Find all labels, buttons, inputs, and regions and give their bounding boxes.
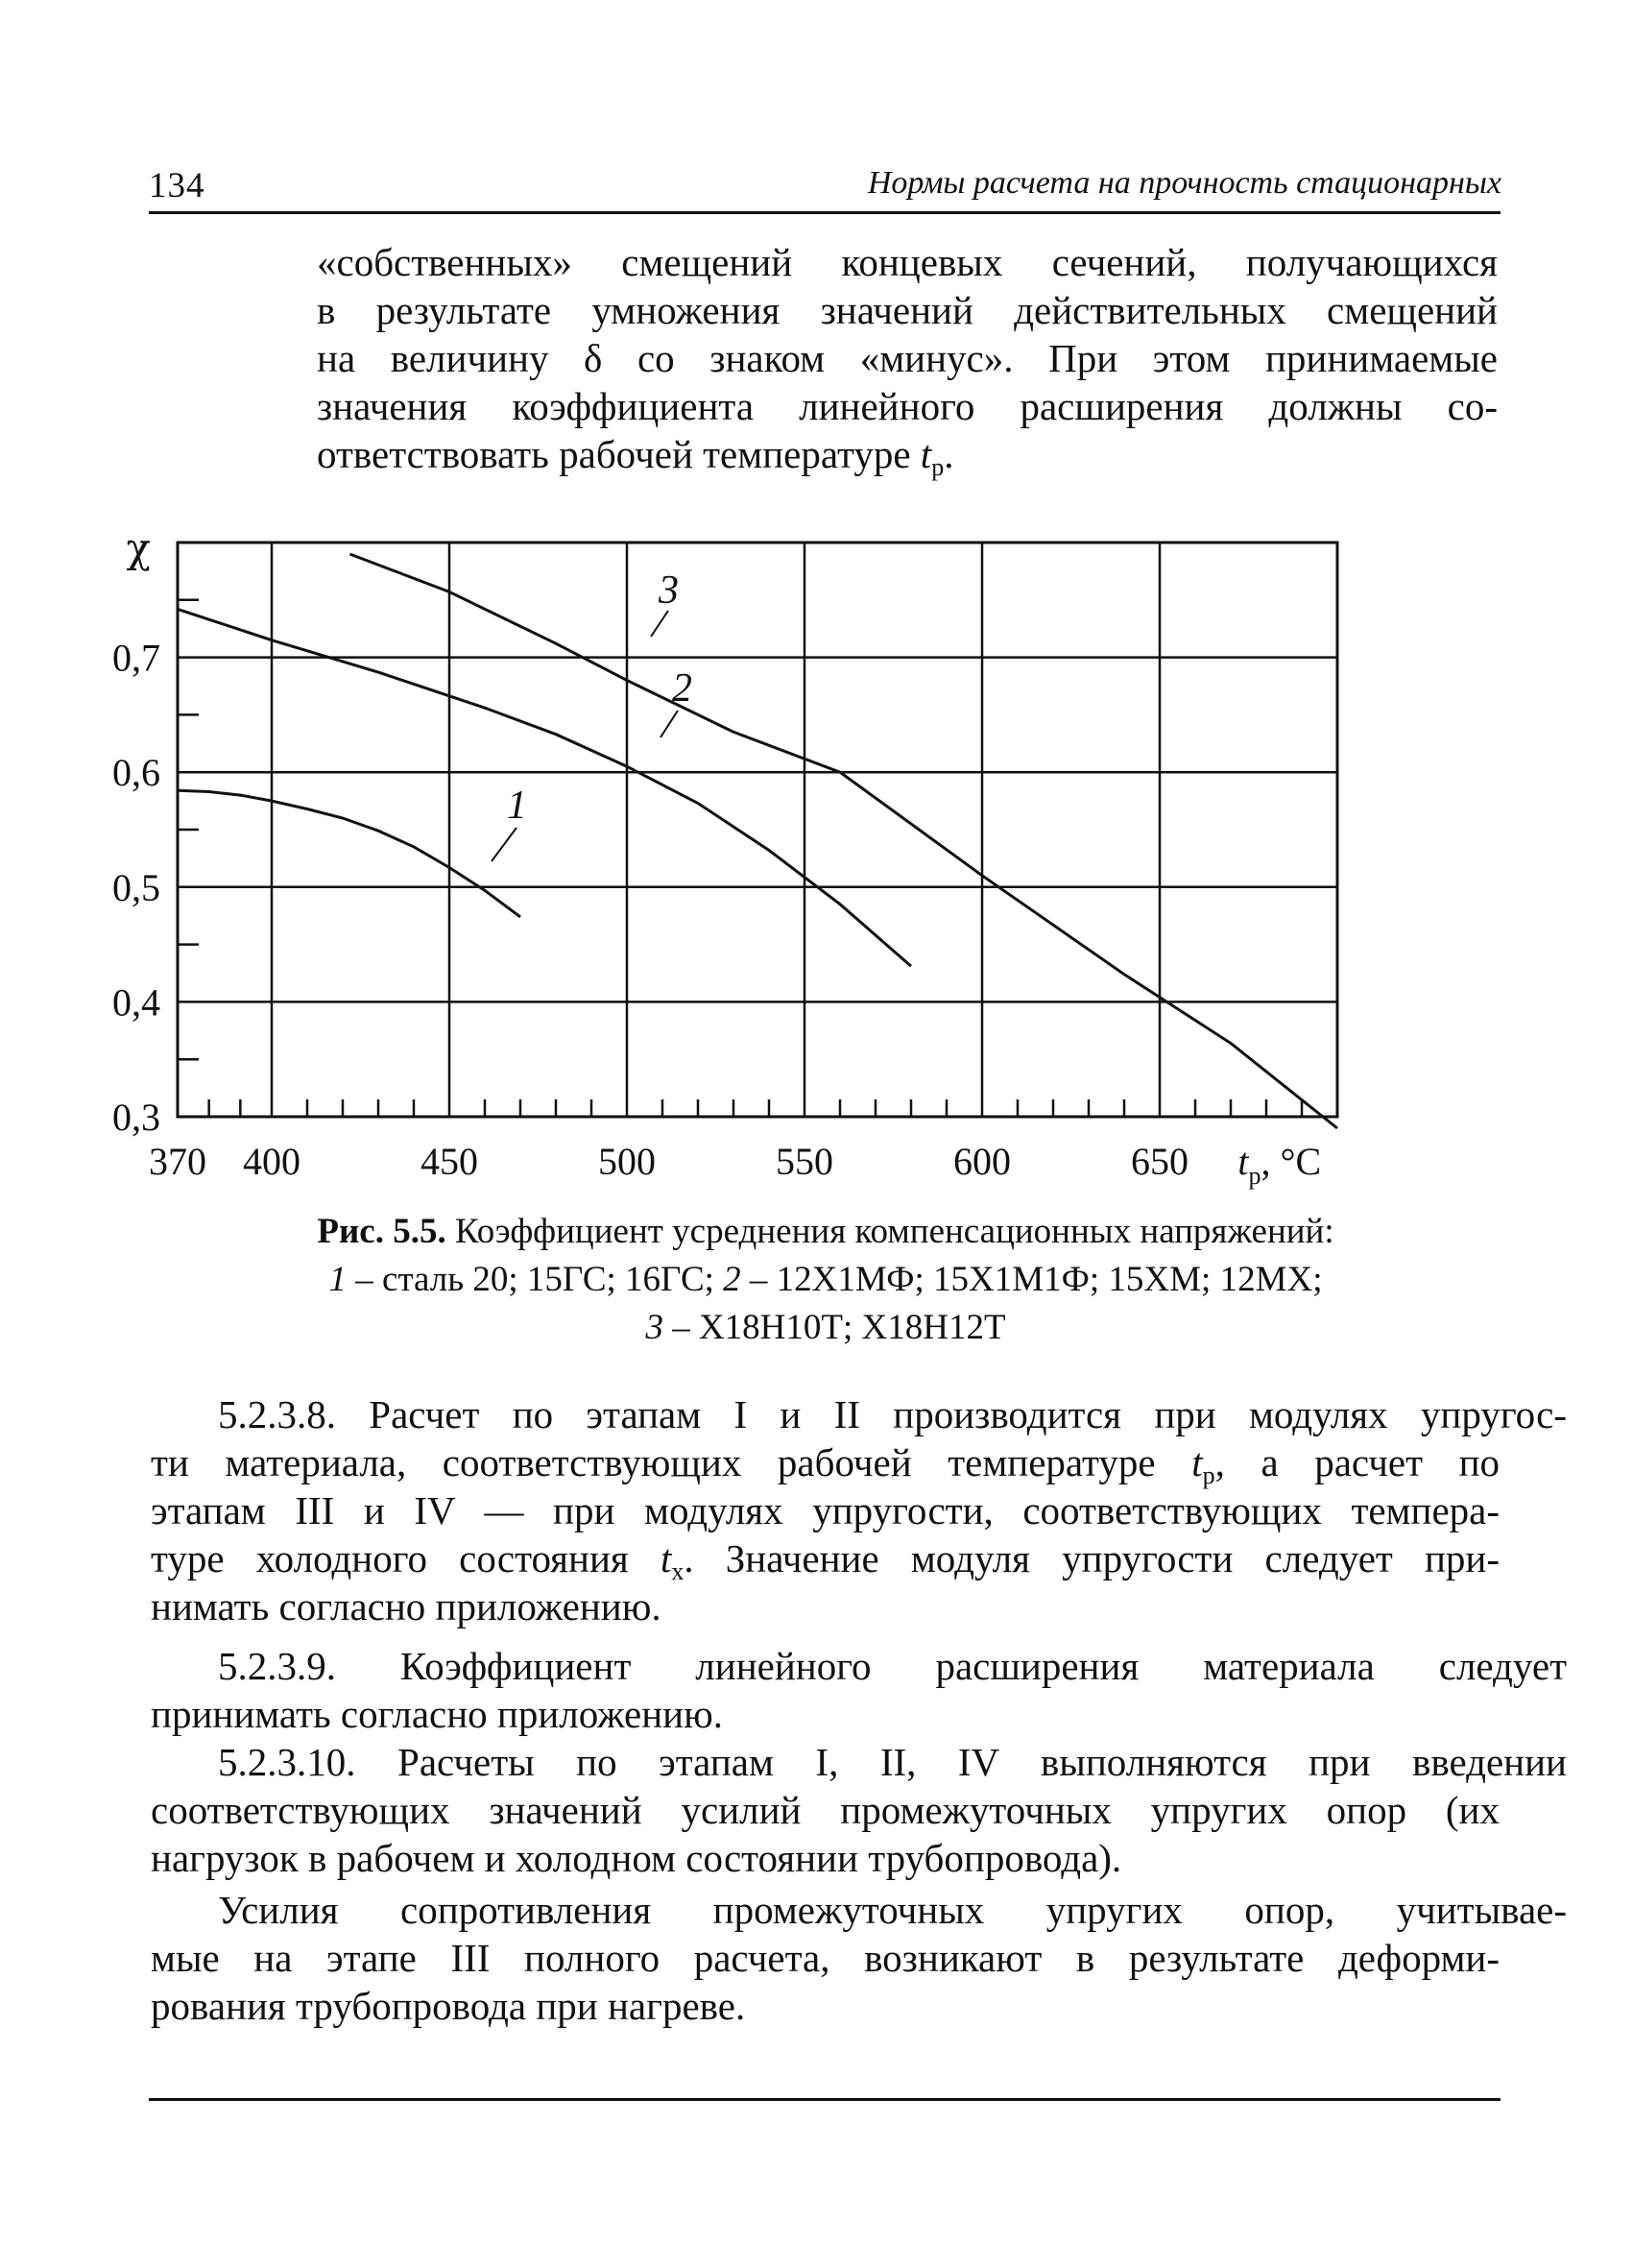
y-tick-label: 0,4 (112, 980, 160, 1025)
paragraph-5-2-3-10-body (151, 1786, 1500, 1882)
paragraph-5-2-3-8-body (151, 1438, 1500, 1630)
text-fragment: ти материала, соответствующих рабочей температуре (151, 1440, 1156, 1484)
grid (178, 543, 1337, 1117)
caption-number: 2 (723, 1260, 741, 1299)
page-number: 134 (149, 166, 205, 205)
text-line: нимать согласно приложению. (151, 1584, 661, 1629)
symbol-t: t (660, 1536, 672, 1580)
paragraph-5-2-3-8 (151, 1390, 1567, 1438)
series-label: 3 (659, 568, 679, 613)
caption-number: 3 (645, 1308, 663, 1347)
series-label-leader (660, 711, 678, 737)
x-tick-label: 500 (598, 1140, 656, 1183)
text-line: принимать согласно приложению. (151, 1692, 723, 1736)
figure-caption (149, 1208, 1502, 1352)
running-title: Нормы расчета на прочность стационарных (867, 165, 1501, 201)
axis-labels (112, 524, 1321, 1190)
text-fragment: . Значение модуля упругости следует при- (684, 1536, 1501, 1580)
series-curve-3 (349, 554, 1337, 1128)
text-line: в результате умножения значений действительных смещений (317, 288, 1498, 332)
footer-rule (149, 2098, 1501, 2101)
text-fragment: , а расчет по (1214, 1440, 1501, 1484)
y-tick-label: 0,3 (112, 1096, 160, 1139)
x-tick-label: 650 (1131, 1140, 1189, 1183)
y-tick-label: 0,7 (112, 636, 160, 680)
paragraph-5-2-3-9 (151, 1642, 1567, 1690)
subscript-x: х (671, 1557, 684, 1585)
x-tick-label: 400 (243, 1140, 300, 1183)
caption-line-2 (149, 1256, 1502, 1304)
symbol-t: t (920, 432, 932, 476)
text-line (151, 1534, 1501, 1585)
text-line: рования трубопровода при нагреве. (151, 1984, 746, 2028)
caption-number: 1 (328, 1260, 348, 1299)
caption-text: – 12Х1МФ; 15Х1М1Ф; 15ХМ; 12МХ; (740, 1260, 1323, 1299)
text-line: на величину δ со знаком «минус». При этом принимаемые (317, 336, 1498, 380)
series-curve-2 (178, 609, 911, 966)
text-line: 5.2.3.8. Расчет по этапам I и II производится при модулях упругос- (218, 1392, 1567, 1436)
text-line: нагрузок в рабочем и холодном состоянии трубопровода). (151, 1836, 1122, 1880)
text-line: мые на этапе III полного расчета, возникают в результате деформи- (151, 1936, 1500, 1980)
series-label-leader (492, 828, 516, 861)
text-line: Усилия сопротивления промежуточных упругих опор, учитывае- (218, 1888, 1567, 1932)
paragraph-final-body (151, 1934, 1500, 2030)
y-axis-label: χ (126, 524, 151, 571)
text-line: этапам III и IV — при модулях упругости, соответствующих темпера- (151, 1488, 1500, 1532)
x-tick-label: 600 (953, 1140, 1011, 1183)
subscript-p: р (931, 453, 945, 481)
caption-title: Коэффициент усреднения компенсационных напряжений: (454, 1212, 1334, 1251)
text-fragment: ответствовать рабочей температуре (317, 432, 911, 476)
paragraph-final (151, 1886, 1567, 1934)
text-line: 5.2.3.10. Расчеты по этапам I, II, IV выполняются при введении (218, 1740, 1567, 1784)
caption-text: – Х18Н10Т; Х18Н12Т (662, 1308, 1006, 1347)
subscript-p: р (1202, 1461, 1215, 1489)
caption-line-3 (149, 1304, 1502, 1352)
plot-frame (178, 543, 1337, 1117)
series-label: 1 (507, 784, 527, 828)
x-tick-label: 370 (149, 1140, 206, 1183)
curves (178, 554, 1337, 1128)
text-line: «собственных» смещений концевых сечений, получающихся (317, 240, 1498, 284)
period: . (944, 432, 954, 476)
symbol-t: t (1191, 1440, 1203, 1484)
caption-text: – сталь 20; 15ГС; 16ГС; (347, 1260, 724, 1299)
x-tick-label: 550 (776, 1140, 833, 1183)
x-axis-label: $t_р$, °C (1237, 1140, 1322, 1190)
caption-line-1 (149, 1208, 1502, 1256)
caption-figure-label: Рис. 5.5. (317, 1212, 446, 1251)
text-line: значения коэффициента линейного расширения должны со- (317, 384, 1498, 428)
y-tick-label: 0,5 (112, 865, 160, 909)
y-tick-label: 0,6 (112, 751, 160, 795)
series-curve-1 (178, 790, 520, 917)
series-label: 2 (672, 666, 692, 711)
paragraph-5-2-3-10 (151, 1738, 1567, 1786)
paragraph-5-2-3-9-body (151, 1690, 1500, 1738)
text-line (151, 1438, 1501, 1489)
x-tick-label: 450 (420, 1140, 478, 1183)
text-line: 5.2.3.9. Коэффициент линейного расширения материала следует (218, 1644, 1567, 1688)
text-line: соответствующих значений усилий промежуточных упругих опор (их (151, 1788, 1500, 1832)
text-fragment: туре холодного состояния (151, 1536, 629, 1580)
series-label-leader (651, 611, 668, 637)
